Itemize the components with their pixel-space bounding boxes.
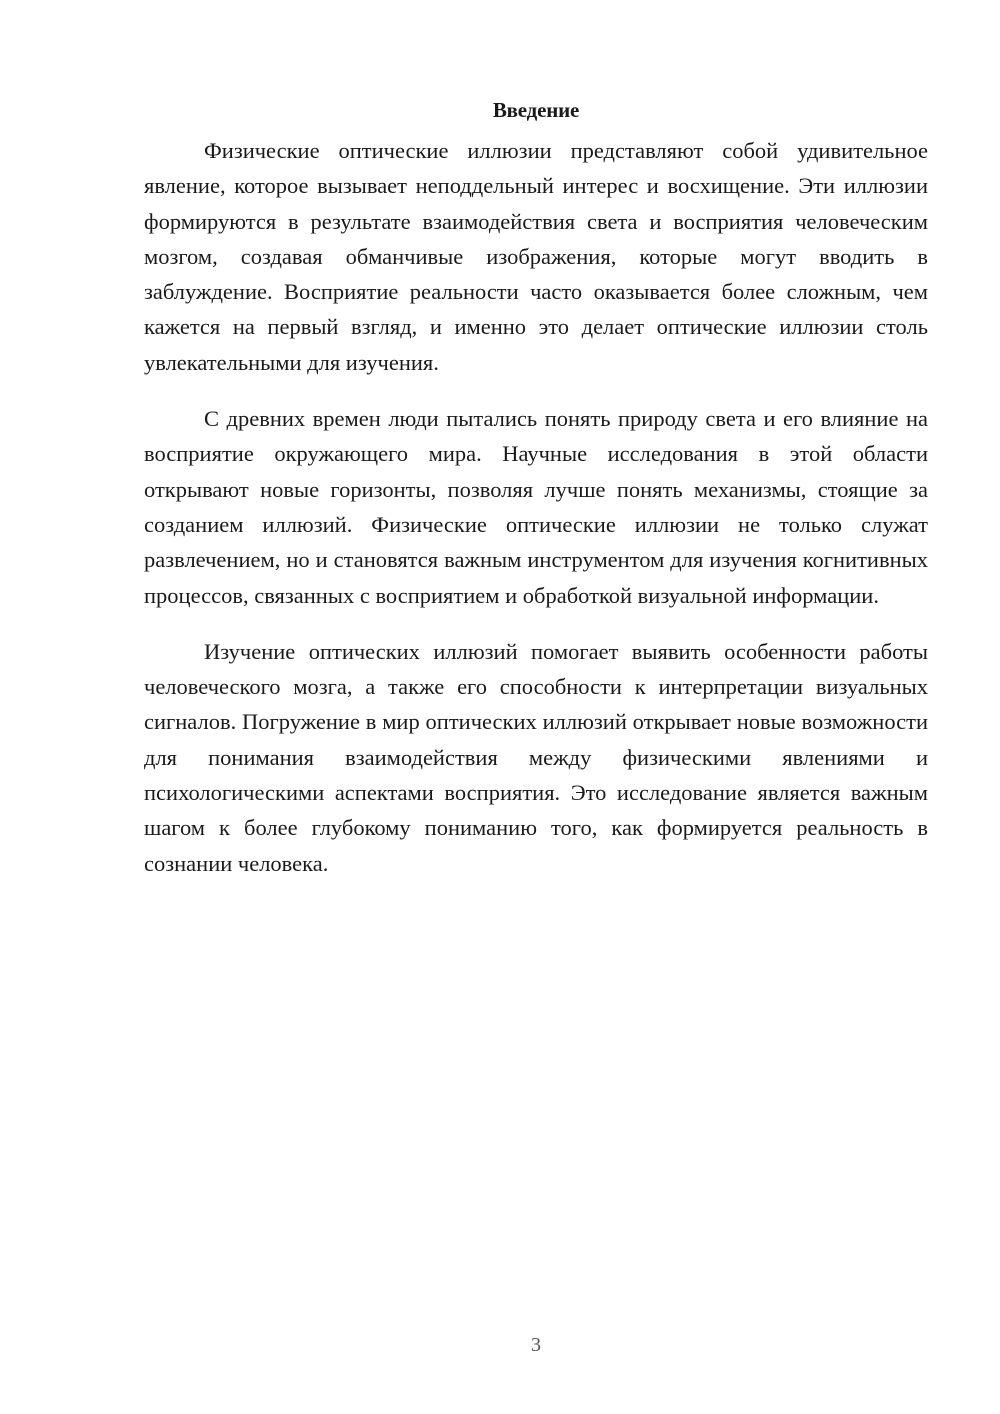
paragraph-3: Изучение оптических иллюзий помогает выявить особенности работы человеческого мозга, а также его способности к интерпретации визуальных сигналов. Погружение в мир оптических иллюзий открывает новые возможности для понимания взаимодействия между физическими явлениями и психологическими аспектами восприятия. Это исследование является важным шагом к более глубокому пониманию того, как формируется реальность в сознании человека.: [144, 638, 928, 876]
section-heading: Введение: [492, 98, 580, 122]
paragraph-2: С древних времен люди пытались понять природу света и его влияние на восприятие окружающего мира. Научные исследования в этой области открывают новые горизонты, позволяя лучше понять механизмы, стоящие за созданием иллюзий. Физические оптические иллюзии не только служат развлечением, но и становятся важным инструментом для изучения когнитивных процессов, связанных с восприятием и обработкой визуальной информации.: [144, 406, 928, 608]
page-number: 3: [531, 1334, 541, 1356]
page-content: [144, 92, 928, 902]
paragraph-1: Физические оптические иллюзии представляют собой удивительное явление, которое вызывает неподдельный интерес и восхищение. Эти иллюзии формируются в результате взаимодействия света и восприятия человеческим мозгом, создавая обманчивые изображения, которые могут вводить в заблуждение. Восприятие реальности часто оказывается более сложным, чем кажется на первый взгляд, и именно это делает оптические иллюзии столь увлекательными для изучения.: [144, 138, 928, 375]
